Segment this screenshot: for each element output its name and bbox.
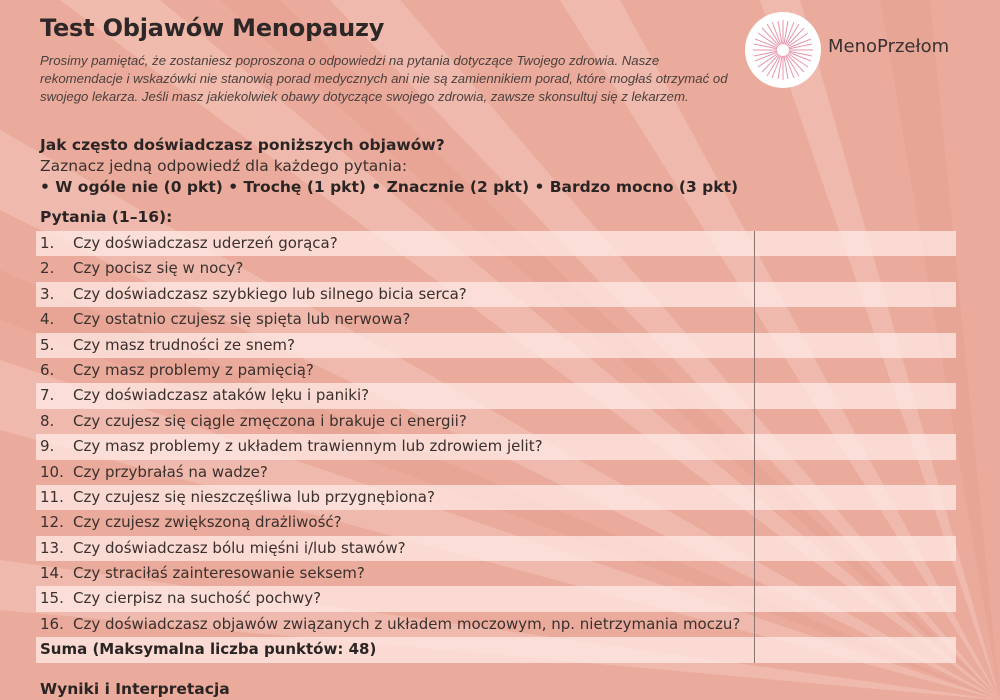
question-number: 1. [40,234,55,252]
question-text: Czy pocisz się w nocy? [73,259,244,278]
sum-label: Suma (Maksymalna liczba punktów: 48) [40,640,377,659]
question-row-4 [36,307,956,332]
question-text: Czy masz trudności ze snem? [73,335,296,354]
sunburst-icon [745,12,821,88]
question-text: Czy czujesz zwiększoną drażliwość? [73,513,342,532]
page-title: Test Objawów Menopauzy [40,14,385,42]
question-number: 5. [40,335,55,354]
question-text: Czy czujesz się nieszczęśliwa lub przygnębiona? [73,487,435,506]
question-number: 7. [40,386,55,405]
questions-heading: Pytania (1–16): [40,208,173,226]
question-row-2 [36,256,956,281]
question-number: 11. [40,487,64,506]
question-text: Czy ostatnio czujesz się spięta lub nerwowa? [73,310,411,329]
question-number: 12. [40,513,64,532]
question-number: 15. [40,589,64,608]
question-text: Czy straciłaś zainteresowanie seksem? [73,564,365,583]
question-row-13 [36,536,956,561]
question-text: Czy doświadczasz uderzeń gorąca? [73,234,338,252]
answer-column-divider [754,231,755,663]
logo-text: MenoPrzełom [828,36,950,57]
question-row-9 [36,434,956,459]
scoring-scale: • W ogóle nie (0 pkt) • Trochę (1 pkt) • Znacznie (2 pkt) • Bardzo mocno (3 pkt) [40,178,739,196]
question-number: 3. [40,284,55,303]
question-text: Czy cierpisz na suchość pochwy? [73,589,322,608]
question-row-15 [36,586,956,611]
question-text: Czy masz problemy z układem trawiennym lub zdrowiem jelit? [73,437,543,456]
question-number: 14. [40,564,64,583]
question-row-6 [36,358,956,383]
question-number: 16. [40,614,64,633]
sum-row [36,637,956,662]
question-text: Czy przybrałaś na wadze? [73,462,268,481]
question-number: 2. [40,259,55,278]
question-number: 9. [40,437,55,456]
question-text: Czy doświadczasz szybkiego lub silnego bicia serca? [73,284,467,303]
logo [745,12,975,92]
question-number: 8. [40,411,55,430]
question-row-3 [36,282,956,307]
frequency-question: Jak często doświadczasz poniższych objawów? [40,136,445,154]
question-row-5 [36,333,956,358]
question-row-8 [36,409,956,434]
question-number: 13. [40,538,64,557]
question-row-11 [36,485,956,510]
disclaimer-text: Prosimy pamiętać, że zostaniesz poproszona o odpowiedzi na pytania dotyczące Twojego zdrowia. Nasze rekomendacje i wskazówki nie stanowią porad medycznych ani nie są zamiennikiem porad, które mogłaś otrzymać od swojego lekarza. Jeśli masz jakiekolwiek obawy dotyczące swojego zdrowia, zawsze skonsultuj się z lekarzem. [40,53,728,104]
question-text: Czy czujesz się ciągle zmęczona i brakuje ci energii? [73,411,467,430]
results-heading: Wyniki i Interpretacja [40,680,230,698]
question-text: Czy doświadczasz ataków lęku i paniki? [73,386,370,405]
instructions-text: Zaznacz jedną odpowiedź dla każdego pytania: [40,157,408,175]
question-number: 10. [40,462,64,481]
question-row-7 [36,383,956,408]
question-number: 4. [40,310,55,329]
question-text: Czy doświadczasz bólu mięśni i/lub stawów? [73,538,406,557]
question-row-12 [36,510,956,535]
question-row-14 [36,561,956,586]
question-text: Czy doświadczasz objawów związanych z układem moczowym, np. nietrzymania moczu? [73,614,741,633]
question-number: 6. [40,360,55,379]
question-row-16 [36,612,956,637]
question-row-10 [36,460,956,485]
question-row-1 [36,231,956,256]
questions-table [36,231,956,663]
question-text: Czy masz problemy z pamięcią? [73,360,314,379]
